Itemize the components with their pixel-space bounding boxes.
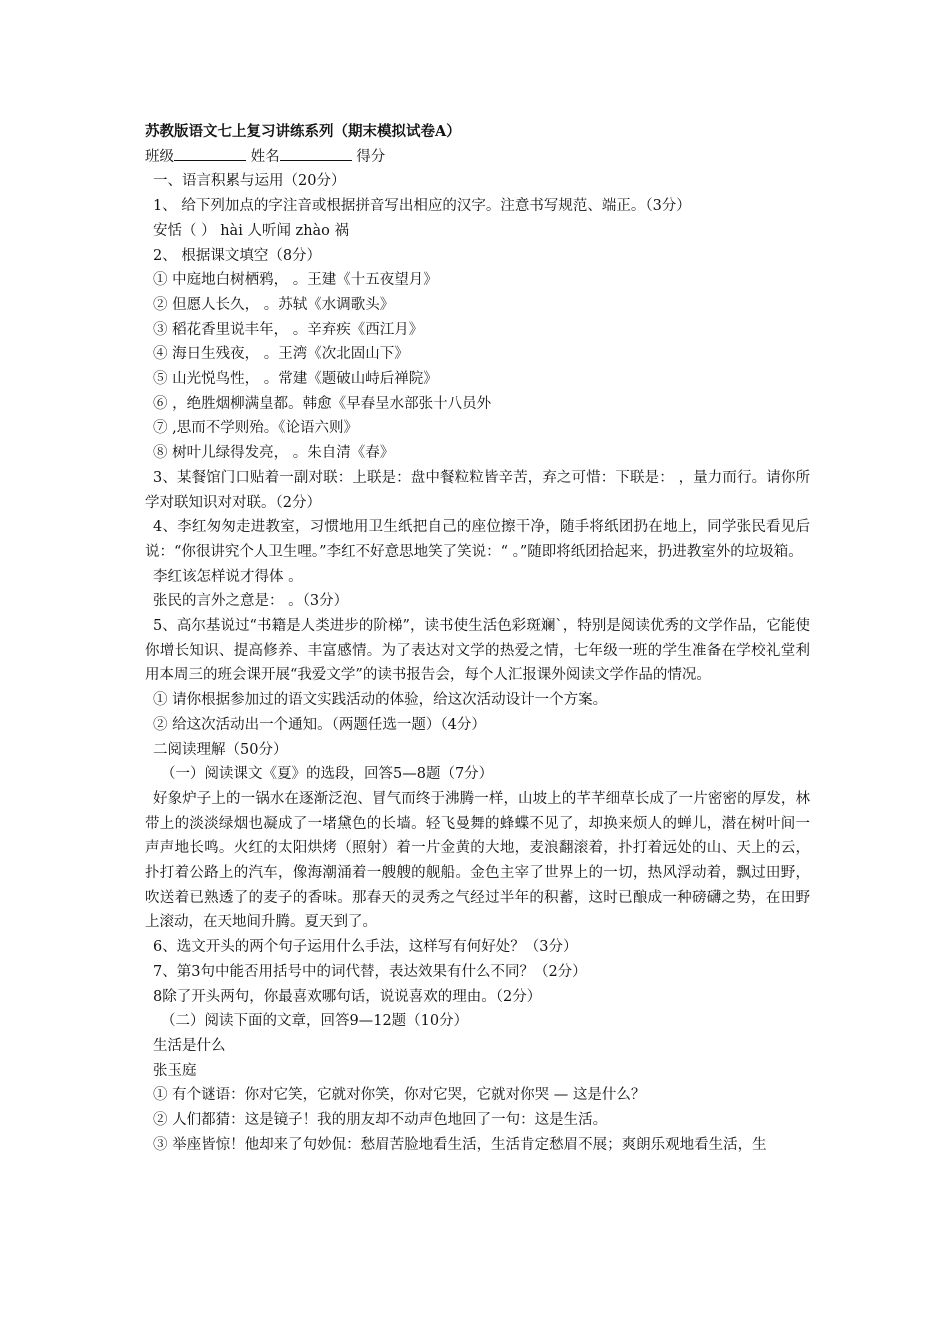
score-label: 得分 bbox=[356, 148, 386, 165]
q2-item: ⑦ ,思而不学则殆。《论语六则》 bbox=[153, 420, 358, 437]
q5-text bbox=[145, 614, 810, 688]
part1-heading: （一）阅读课文《夏》的选段，回答5—8题（7分） bbox=[161, 766, 494, 783]
q2-item: ⑧ 树叶儿绿得发亮， 。朱自清《春》 bbox=[153, 445, 395, 462]
summer-passage-body: 好象炉子上的一锅水在逐渐泛泡、冒气而终于沸腾一样，山坡上的芊芊细草长成了一片密密的厚发，林带上的淡淡绿烟也凝成了一堵黛色的长墙。轻飞曼舞的蜂蝶不见了，却换来烦人的蝉儿，潜在树叶间一声声地长鸣。火红的太阳烘烤（照射）着一片金黄的大地，麦浪翻滚着，扑打着远处的山、天上的云，扑打着公路上的汽车，像海潮涌着一艘艘的舰船。金色主宰了世界上的一切，热风浮动着，飘过田野，吹送着已熟透了的麦子的香味。那春天的灵秀之气经过半年的积蓄，这时已酿成一种磅礴之势，在田野上滚动，在天地间升腾。夏天到了。 bbox=[145, 790, 810, 931]
q5-body: 5、高尔基说过“书籍是人类进步的阶梯”，读书使生活色彩斑斓`，特别是阅读优秀的文学作品，它能使你增长知识、提高修养、丰富感情。为了表达对文学的热爱之情，七年级一班的学生准备在学校礼堂利用本周三的班会课开展“我爱文学”的读书报告会，每个人汇报课外阅读文学作品的情况。 bbox=[145, 618, 810, 684]
exam-page bbox=[145, 120, 810, 1158]
q4-body: 4、李红匆匆走进教室，习惯地用卫生纸把自己的座位擦干净，随手将纸团扔在地上，同学张民看见后说：“你很讲究个人卫生哩。”李红不好意思地笑了笑说：“ 。”随即将纸团拾起来，扔进教室外的垃圾箱。 bbox=[145, 519, 810, 560]
article-paragraph: ① 有个谜语：你对它笑，它就对你笑，你对它哭，它就对你哭 — 这是什么？ bbox=[153, 1087, 646, 1104]
name-label: 姓名 bbox=[250, 148, 280, 165]
part2-heading: （二）阅读下面的文章，回答9—12题（10分） bbox=[161, 1013, 469, 1030]
q2-item: ④ 海日生残夜， 。王湾《次北固山下》 bbox=[153, 346, 409, 363]
class-blank[interactable] bbox=[174, 146, 246, 161]
question: 8除了开头两句，你最喜欢哪句话，说说喜欢的理由。（2分） bbox=[153, 988, 542, 1005]
question: 6、选文开头的两个句子运用什么手法，这样写有何好处？（3分） bbox=[153, 939, 578, 956]
q5-sub-b: ② 给这次活动出一个通知。（两题任选一题）（4分） bbox=[153, 716, 486, 733]
q1-prompt: 1、 给下列加点的字注音或根据拼音写出相应的汉字。注意书写规范、端正。（3分） bbox=[153, 198, 691, 215]
class-label: 班级 bbox=[145, 148, 174, 165]
section1-heading: 一、语言积累与运用（20分） bbox=[153, 173, 346, 190]
name-blank[interactable] bbox=[280, 146, 352, 161]
student-info-row bbox=[145, 145, 810, 170]
q1-items: 安恬（ ） hài 人听闻 zhào 祸 bbox=[153, 222, 350, 239]
section2-heading: 二阅读理解（50分） bbox=[153, 741, 288, 758]
q3-body: 3、某餐馆门口贴着一副对联：上联是：盘中餐粒粒皆辛苦，弃之可惜：下联是： ，量力而行。请你所学对联知识对对联。（2分） bbox=[145, 469, 810, 511]
summer-passage bbox=[145, 787, 810, 935]
question: 7、第3句中能否用括号中的词代替，表达效果有什么不同？（2分） bbox=[153, 963, 587, 980]
article-author: 张玉庭 bbox=[153, 1062, 197, 1079]
q2-item: ② 但愿人长久， 。苏轼《水调歌头》 bbox=[153, 296, 395, 313]
article-title: 生活是什么 bbox=[153, 1038, 226, 1054]
q4-text bbox=[145, 515, 810, 564]
article-paragraph: ③ 举座皆惊！他却来了句妙侃：愁眉苦脸地看生活，生活肯定愁眉不展；爽朗乐观地看生活，生 bbox=[153, 1136, 767, 1153]
q4-sub-a: 李红该怎样说才得体 。 bbox=[153, 568, 303, 585]
q5-sub-a: ① 请你根据参加过的语文实践活动的体验，给这次活动设计一个方案。 bbox=[153, 692, 608, 709]
q4-sub-b: 张民的言外之意是： 。（3分） bbox=[153, 593, 349, 610]
q2-item: ⑥ ，绝胜烟柳满皇都。韩愈《早春呈水部张十八员外 bbox=[153, 395, 492, 412]
q2-item: ① 中庭地白树栖鸦， 。王建《十五夜望月》 bbox=[153, 272, 438, 289]
q2-prompt: 2、 根据课文填空（8分） bbox=[153, 247, 322, 264]
q3-text bbox=[145, 466, 810, 515]
page-title: 苏教版语文七上复习讲练系列（期末模拟试卷A） bbox=[145, 123, 461, 140]
article-paragraph: ② 人们都猜：这是镜子！我的朋友却不动声色地回了一句：这是生活。 bbox=[153, 1112, 608, 1129]
q2-item: ⑤ 山光悦鸟性， 。常建《题破山峙后禅院》 bbox=[153, 371, 438, 388]
q2-item: ③ 稻花香里说丰年， 。辛弃疾《西江月》 bbox=[153, 321, 424, 338]
